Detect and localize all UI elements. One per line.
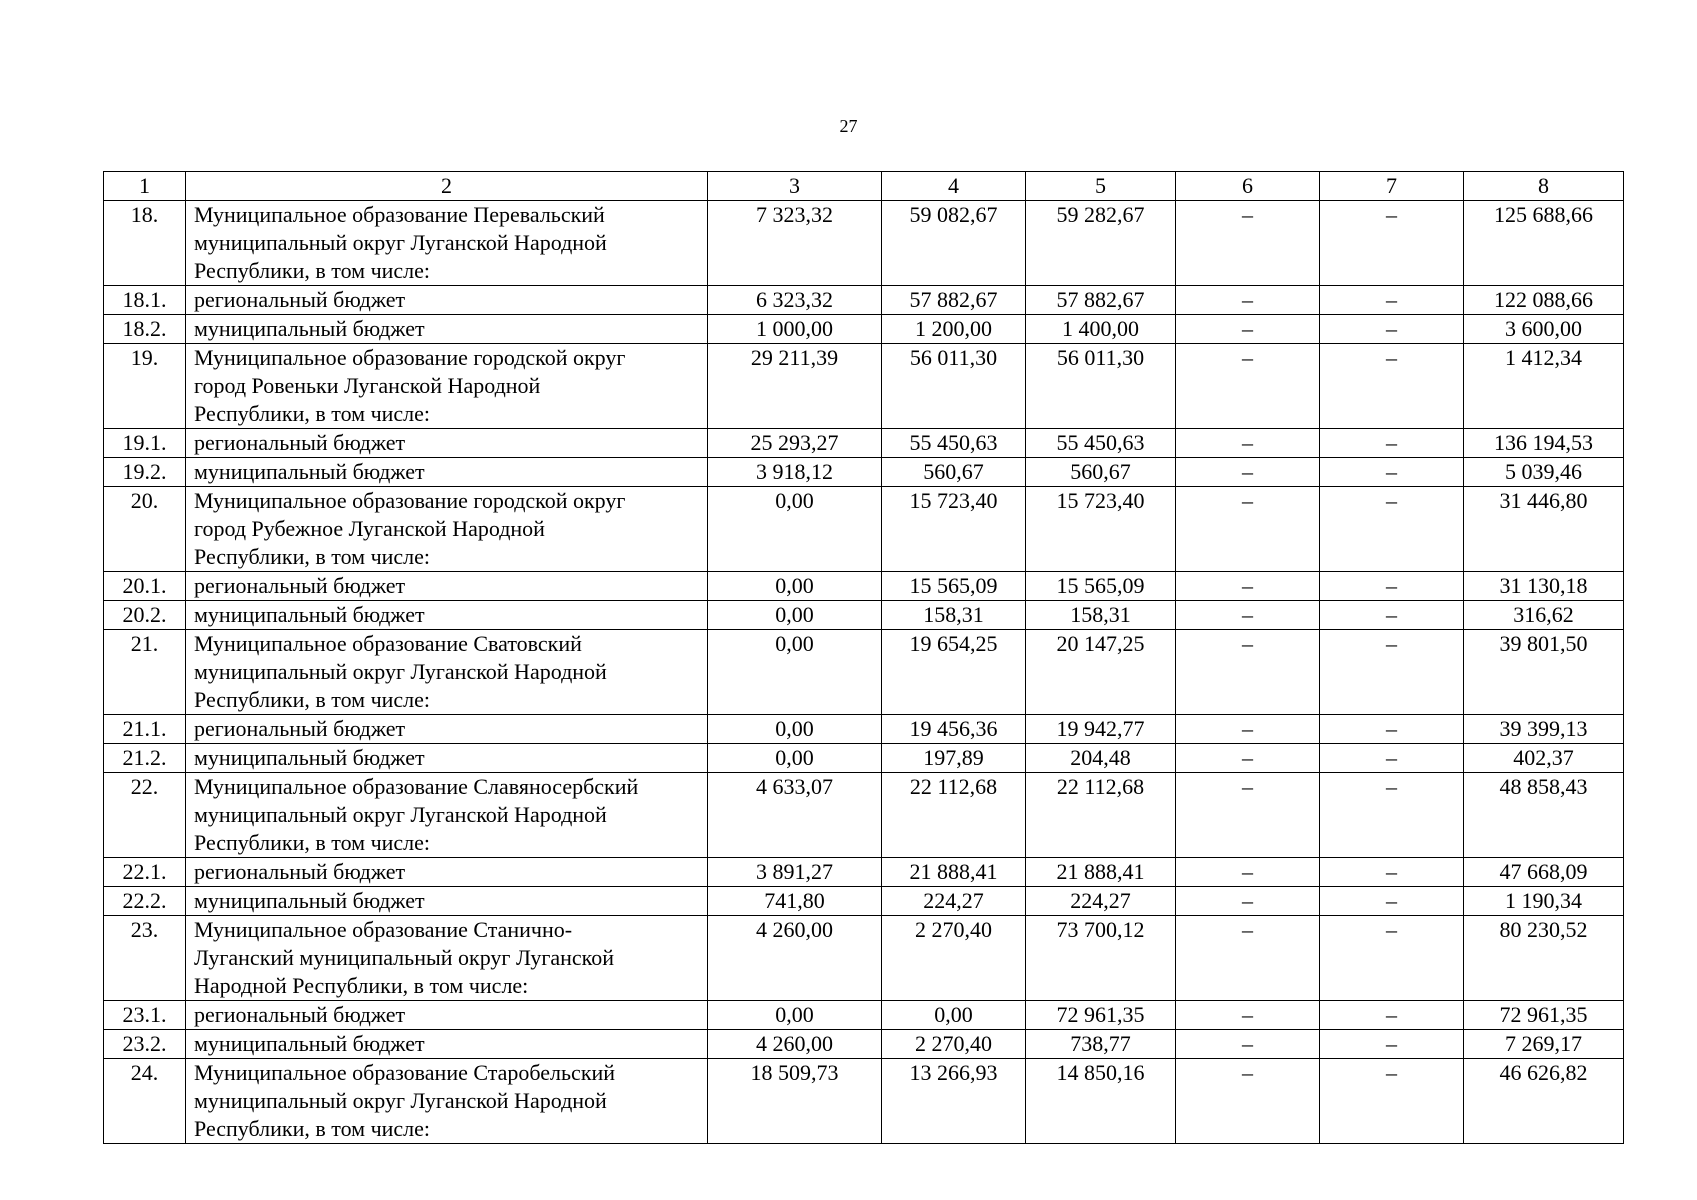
table-row (104, 601, 1624, 630)
value-col-4: 224,27 (882, 887, 1026, 916)
row-name-line: муниципальный округ Луганской Народной (194, 230, 607, 255)
row-name-line: Республики, в том числе: (194, 1116, 431, 1141)
row-name (186, 572, 708, 601)
value-col-3: 0,00 (708, 630, 882, 715)
value-col-8: 402,37 (1464, 744, 1624, 773)
row-name-line: Республики, в том числе: (194, 544, 431, 569)
column-header: 4 (882, 172, 1026, 201)
value-col-8: 1 412,34 (1464, 344, 1624, 429)
value-col-6: – (1176, 887, 1320, 916)
value-col-5: 224,27 (1026, 887, 1176, 916)
table-row (104, 201, 1624, 286)
value-col-5: 204,48 (1026, 744, 1176, 773)
value-col-6: – (1176, 315, 1320, 344)
value-col-5: 15 723,40 (1026, 487, 1176, 572)
column-header: 7 (1320, 172, 1464, 201)
value-col-4: 2 270,40 (882, 916, 1026, 1001)
value-col-8: 46 626,82 (1464, 1059, 1624, 1144)
value-col-5: 56 011,30 (1026, 344, 1176, 429)
value-col-5: 21 888,41 (1026, 858, 1176, 887)
row-number: 23. (104, 916, 186, 1001)
value-col-4: 56 011,30 (882, 344, 1026, 429)
value-col-3: 0,00 (708, 572, 882, 601)
value-col-4: 1 200,00 (882, 315, 1026, 344)
row-name-line: региональный бюджет (194, 859, 406, 884)
column-header: 6 (1176, 172, 1320, 201)
row-number: 19.1. (104, 429, 186, 458)
row-name-line: муниципальный бюджет (194, 602, 425, 627)
value-col-7: – (1320, 715, 1464, 744)
row-name-line: Республики, в том числе: (194, 401, 431, 426)
value-col-5: 14 850,16 (1026, 1059, 1176, 1144)
value-col-7: – (1320, 1030, 1464, 1059)
row-name-line: муниципальный бюджет (194, 1031, 425, 1056)
value-col-4: 21 888,41 (882, 858, 1026, 887)
value-col-7: – (1320, 601, 1464, 630)
row-name (186, 315, 708, 344)
row-number: 21. (104, 630, 186, 715)
value-col-4: 158,31 (882, 601, 1026, 630)
value-col-5: 57 882,67 (1026, 286, 1176, 315)
row-number: 20.1. (104, 572, 186, 601)
table-row (104, 773, 1624, 858)
column-header: 2 (186, 172, 708, 201)
value-col-7: – (1320, 887, 1464, 916)
table-row (104, 458, 1624, 487)
row-name-line: муниципальный бюджет (194, 745, 425, 770)
row-number: 22.1. (104, 858, 186, 887)
value-col-3: 25 293,27 (708, 429, 882, 458)
value-col-6: – (1176, 201, 1320, 286)
value-col-7: – (1320, 286, 1464, 315)
value-col-6: – (1176, 1001, 1320, 1030)
row-number: 18. (104, 201, 186, 286)
value-col-5: 738,77 (1026, 1030, 1176, 1059)
table-row (104, 315, 1624, 344)
value-col-4: 197,89 (882, 744, 1026, 773)
value-col-5: 158,31 (1026, 601, 1176, 630)
table-header-row (104, 172, 1624, 201)
row-name-line: муниципальный округ Луганской Народной (194, 802, 607, 827)
value-col-3: 29 211,39 (708, 344, 882, 429)
row-number: 19. (104, 344, 186, 429)
value-col-5: 1 400,00 (1026, 315, 1176, 344)
value-col-6: – (1176, 744, 1320, 773)
column-header: 3 (708, 172, 882, 201)
row-name (186, 344, 708, 429)
row-name-line: Республики, в том числе: (194, 687, 431, 712)
table-row (104, 429, 1624, 458)
value-col-4: 22 112,68 (882, 773, 1026, 858)
value-col-7: – (1320, 858, 1464, 887)
value-col-3: 6 323,32 (708, 286, 882, 315)
row-number: 22.2. (104, 887, 186, 916)
row-name (186, 286, 708, 315)
row-number: 20.2. (104, 601, 186, 630)
value-col-7: – (1320, 773, 1464, 858)
row-name (186, 773, 708, 858)
table-row (104, 630, 1624, 715)
row-name (186, 858, 708, 887)
row-name (186, 715, 708, 744)
table-row (104, 1059, 1624, 1144)
value-col-4: 560,67 (882, 458, 1026, 487)
value-col-5: 19 942,77 (1026, 715, 1176, 744)
row-name-line: Народной Республики, в том числе: (194, 973, 529, 998)
row-name-line: региональный бюджет (194, 573, 406, 598)
value-col-4: 0,00 (882, 1001, 1026, 1030)
row-number: 23.1. (104, 1001, 186, 1030)
row-name-line: муниципальный бюджет (194, 316, 425, 341)
table-row (104, 344, 1624, 429)
row-name-line: Муниципальное образование Старобельский (194, 1060, 616, 1085)
table-row (104, 858, 1624, 887)
value-col-8: 39 399,13 (1464, 715, 1624, 744)
value-col-7: – (1320, 1059, 1464, 1144)
row-name (186, 744, 708, 773)
value-col-3: 7 323,32 (708, 201, 882, 286)
value-col-6: – (1176, 1059, 1320, 1144)
value-col-7: – (1320, 1001, 1464, 1030)
value-col-4: 55 450,63 (882, 429, 1026, 458)
column-header: 1 (104, 172, 186, 201)
value-col-8: 31 446,80 (1464, 487, 1624, 572)
value-col-3: 0,00 (708, 744, 882, 773)
row-number: 23.2. (104, 1030, 186, 1059)
value-col-3: 1 000,00 (708, 315, 882, 344)
row-name (186, 1030, 708, 1059)
value-col-8: 80 230,52 (1464, 916, 1624, 1001)
row-name-line: муниципальный бюджет (194, 459, 425, 484)
table-row (104, 744, 1624, 773)
value-col-3: 3 891,27 (708, 858, 882, 887)
value-col-7: – (1320, 201, 1464, 286)
value-col-7: – (1320, 344, 1464, 429)
row-name-line: Республики, в том числе: (194, 258, 431, 283)
value-col-8: 47 668,09 (1464, 858, 1624, 887)
row-number: 18.2. (104, 315, 186, 344)
value-col-7: – (1320, 458, 1464, 487)
value-col-6: – (1176, 458, 1320, 487)
table-row (104, 887, 1624, 916)
value-col-6: – (1176, 1030, 1320, 1059)
value-col-7: – (1320, 487, 1464, 572)
value-col-3: 18 509,73 (708, 1059, 882, 1144)
value-col-4: 19 456,36 (882, 715, 1026, 744)
value-col-6: – (1176, 601, 1320, 630)
value-col-8: 125 688,66 (1464, 201, 1624, 286)
row-name (186, 887, 708, 916)
column-header: 5 (1026, 172, 1176, 201)
table-row (104, 286, 1624, 315)
value-col-4: 2 270,40 (882, 1030, 1026, 1059)
table-row (104, 572, 1624, 601)
value-col-6: – (1176, 286, 1320, 315)
row-name-line: региональный бюджет (194, 1002, 406, 1027)
value-col-8: 7 269,17 (1464, 1030, 1624, 1059)
value-col-7: – (1320, 630, 1464, 715)
value-col-8: 316,62 (1464, 601, 1624, 630)
value-col-3: 4 260,00 (708, 1030, 882, 1059)
row-name-line: Муниципальное образование городской округ (194, 488, 626, 513)
row-number: 21.1. (104, 715, 186, 744)
column-header: 8 (1464, 172, 1624, 201)
value-col-3: 741,80 (708, 887, 882, 916)
value-col-5: 15 565,09 (1026, 572, 1176, 601)
table-row (104, 1030, 1624, 1059)
value-col-8: 5 039,46 (1464, 458, 1624, 487)
value-col-5: 20 147,25 (1026, 630, 1176, 715)
value-col-8: 136 194,53 (1464, 429, 1624, 458)
row-name (186, 1059, 708, 1144)
value-col-3: 4 633,07 (708, 773, 882, 858)
value-col-6: – (1176, 773, 1320, 858)
row-number: 22. (104, 773, 186, 858)
row-number: 19.2. (104, 458, 186, 487)
row-name-line: город Рубежное Луганской Народной (194, 516, 545, 541)
value-col-4: 19 654,25 (882, 630, 1026, 715)
value-col-7: – (1320, 429, 1464, 458)
value-col-3: 0,00 (708, 1001, 882, 1030)
value-col-8: 72 961,35 (1464, 1001, 1624, 1030)
value-col-7: – (1320, 916, 1464, 1001)
value-col-8: 48 858,43 (1464, 773, 1624, 858)
value-col-8: 1 190,34 (1464, 887, 1624, 916)
row-name (186, 916, 708, 1001)
row-name-line: региональный бюджет (194, 716, 406, 741)
value-col-4: 15 565,09 (882, 572, 1026, 601)
value-col-8: 31 130,18 (1464, 572, 1624, 601)
value-col-4: 59 082,67 (882, 201, 1026, 286)
value-col-4: 13 266,93 (882, 1059, 1026, 1144)
value-col-6: – (1176, 858, 1320, 887)
row-number: 18.1. (104, 286, 186, 315)
value-col-6: – (1176, 344, 1320, 429)
value-col-7: – (1320, 572, 1464, 601)
row-name-line: муниципальный бюджет (194, 888, 425, 913)
value-col-5: 560,67 (1026, 458, 1176, 487)
value-col-7: – (1320, 744, 1464, 773)
row-name (186, 1001, 708, 1030)
value-col-8: 39 801,50 (1464, 630, 1624, 715)
value-col-6: – (1176, 916, 1320, 1001)
row-name-line: муниципальный округ Луганской Народной (194, 659, 607, 684)
value-col-4: 57 882,67 (882, 286, 1026, 315)
value-col-7: – (1320, 315, 1464, 344)
value-col-6: – (1176, 572, 1320, 601)
value-col-4: 15 723,40 (882, 487, 1026, 572)
row-number: 21.2. (104, 744, 186, 773)
value-col-5: 59 282,67 (1026, 201, 1176, 286)
row-name-line: Муниципальное образование Станично- (194, 917, 573, 942)
row-name (186, 458, 708, 487)
table-row (104, 916, 1624, 1001)
value-col-3: 3 918,12 (708, 458, 882, 487)
row-name-line: город Ровеньки Луганской Народной (194, 373, 541, 398)
value-col-6: – (1176, 715, 1320, 744)
value-col-5: 55 450,63 (1026, 429, 1176, 458)
row-number: 20. (104, 487, 186, 572)
row-name (186, 201, 708, 286)
value-col-6: – (1176, 487, 1320, 572)
value-col-8: 3 600,00 (1464, 315, 1624, 344)
value-col-6: – (1176, 429, 1320, 458)
table-row (104, 487, 1624, 572)
row-name-line: Муниципальное образование Сватовский (194, 631, 582, 656)
row-name (186, 601, 708, 630)
value-col-3: 0,00 (708, 601, 882, 630)
value-col-3: 4 260,00 (708, 916, 882, 1001)
table-row (104, 715, 1624, 744)
row-name-line: Муниципальное образование Перевальский (194, 202, 605, 227)
table-row (104, 1001, 1624, 1030)
row-name-line: Республики, в том числе: (194, 830, 431, 855)
row-name (186, 429, 708, 458)
value-col-5: 73 700,12 (1026, 916, 1176, 1001)
row-name-line: Луганский муниципальный округ Луганской (194, 945, 614, 970)
value-col-5: 72 961,35 (1026, 1001, 1176, 1030)
value-col-3: 0,00 (708, 715, 882, 744)
value-col-3: 0,00 (708, 487, 882, 572)
value-col-6: – (1176, 630, 1320, 715)
value-col-5: 22 112,68 (1026, 773, 1176, 858)
value-col-8: 122 088,66 (1464, 286, 1624, 315)
row-number: 24. (104, 1059, 186, 1144)
page-number: 27 (839, 116, 858, 136)
row-name-line: Муниципальное образование городской округ (194, 345, 626, 370)
row-name-line: Муниципальное образование Славяносербский (194, 774, 639, 799)
budget-table (103, 171, 1624, 1144)
row-name (186, 487, 708, 572)
row-name-line: муниципальный округ Луганской Народной (194, 1088, 607, 1113)
row-name-line: региональный бюджет (194, 287, 406, 312)
row-name-line: региональный бюджет (194, 430, 406, 455)
row-name (186, 630, 708, 715)
